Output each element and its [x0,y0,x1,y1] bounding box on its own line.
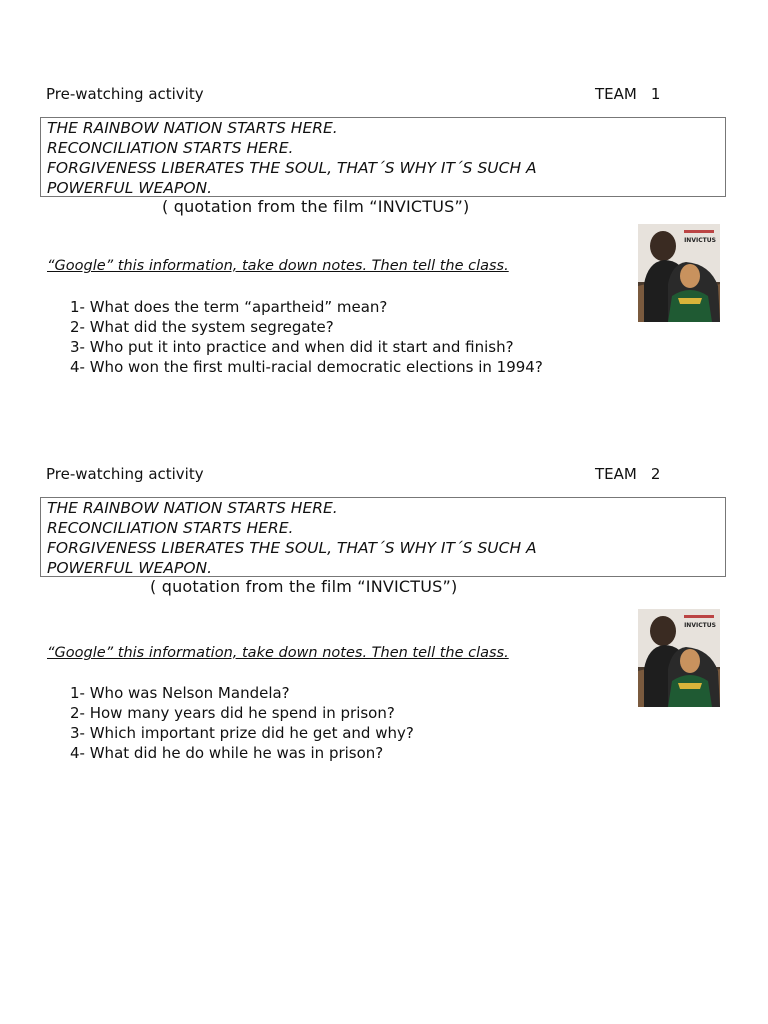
quote-citation: ( quotation from the film “INVICTUS”) [162,197,470,216]
invictus-poster-image [638,609,720,707]
team2-section [0,465,768,785]
question-item: 2- How many years did he spend in prison? [70,704,395,722]
question-item: 4- Who won the first multi-racial democratic elections in 1994? [70,358,543,376]
question-item: 1- What does the term “apartheid” mean? [70,298,388,316]
question-item: 4- What did he do while he was in prison? [70,744,384,762]
instruction-text: “Google” this information, take down notes. Then tell the class. [47,258,509,274]
quote-line: POWERFUL WEAPON. [47,179,213,197]
team-number: 2 [650,465,661,483]
poster-art [638,224,720,322]
question-list [70,297,543,377]
question-item: 2- What did the system segregate? [70,318,334,336]
question-item: 3- Which important prize did he get and why? [70,724,414,742]
team-label-text: TEAM [595,465,637,483]
quote-line: POWERFUL WEAPON. [47,559,213,577]
quote-line: RECONCILIATION STARTS HERE. [47,519,294,537]
poster-art [638,609,720,707]
poster-title: INVICTUS [684,622,716,629]
team-label-text: TEAM [595,85,637,103]
team-label [595,85,660,103]
question-item: 1- Who was Nelson Mandela? [70,684,290,702]
quote-line: FORGIVENESS LIBERATES THE SOUL, THAT´S WHY IT´S SUCH A [47,159,537,177]
team-number: 1 [650,85,661,103]
team-label [595,465,660,483]
question-list [70,683,414,763]
poster-title: INVICTUS [684,237,716,244]
quote-line: THE RAINBOW NATION STARTS HERE. [47,499,338,517]
quote-box [40,497,726,577]
quote-line: FORGIVENESS LIBERATES THE SOUL, THAT´S WHY IT´S SUCH A [47,539,537,557]
activity-heading: Pre-watching activity [46,465,204,483]
quote-citation: ( quotation from the film “INVICTUS”) [150,577,458,596]
activity-heading: Pre-watching activity [46,85,204,103]
question-item: 3- Who put it into practice and when did it start and finish? [70,338,514,356]
quote-box [40,117,726,197]
quote-line: RECONCILIATION STARTS HERE. [47,139,294,157]
invictus-poster-image [638,224,720,322]
team1-section [0,85,768,405]
instruction-text: “Google” this information, take down notes. Then tell the class. [47,645,509,661]
quote-line: THE RAINBOW NATION STARTS HERE. [47,119,338,137]
